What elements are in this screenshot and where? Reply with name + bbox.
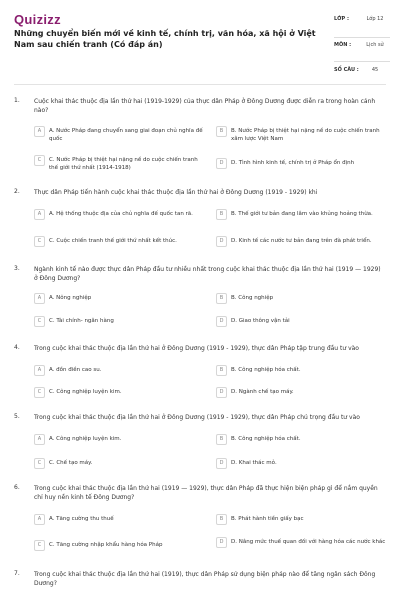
option-letter: C	[34, 458, 45, 469]
option-letter: B	[216, 514, 227, 525]
subject-label: MÔN :	[334, 42, 352, 48]
question-text: Trong cuộc khai thác thuộc địa lần thứ hai (1919), thực dân Pháp sử dụng biện pháp nào để tăng ngân sách Đông Dương?	[34, 571, 376, 587]
option-letter: D	[216, 236, 227, 247]
question-number: 2.	[14, 188, 20, 195]
option-letter: A	[34, 126, 45, 137]
option-text: A. Tăng cường thu thuế	[49, 516, 114, 522]
question-number: 3.	[14, 265, 20, 272]
count-value: 45	[371, 67, 379, 73]
option-text: A. Nông nghiệp	[49, 295, 92, 301]
option-letter: C	[34, 540, 45, 551]
header-divider	[14, 84, 386, 85]
option-letter: D	[216, 316, 227, 327]
option-text: C. Cuộc chiến tranh thế giới thứ nhất kết thúc.	[49, 238, 177, 244]
option-text: B. Công nghiệp hóa chất.	[231, 436, 301, 442]
option-letter: B	[216, 126, 227, 137]
question-number: 7.	[14, 570, 20, 577]
option-text: A. Hệ thống thuộc địa của chủ nghĩa đế quốc tan rã.	[49, 211, 193, 217]
worksheet-header	[0, 0, 400, 86]
count-label: SỐ CÂU :	[334, 67, 359, 73]
question-text: Trong cuộc khai thác thuộc địa lần thứ hai ở Đông Dương (1919 - 1929), thực dân Pháp tập trung đầu tư vào	[34, 345, 359, 352]
option-letter: B	[216, 365, 227, 376]
meta-divider	[334, 61, 390, 62]
subject-value: Lịch sử	[366, 42, 384, 48]
option-text: B. Công nghiệp hóa chất.	[231, 367, 301, 373]
option-text: A. Nước Pháp đang chuyển sang giai đoạn chủ nghĩa đế quốc	[49, 128, 203, 142]
option-text: C. Công nghiệp luyện kim.	[49, 389, 122, 395]
option-text: A. đồn điền cao su.	[49, 367, 102, 373]
option-text: A. Công nghiệp luyện kim.	[49, 436, 122, 442]
option-letter: D	[216, 158, 227, 169]
question-number: 1.	[14, 97, 20, 104]
option-letter: A	[34, 209, 45, 220]
option-text: B. Thế giới tư bản đang lâm vào khủng hoảng thừa.	[231, 211, 373, 217]
option-letter: A	[34, 514, 45, 525]
option-letter: D	[216, 458, 227, 469]
question-text: Trong cuộc khai thác thuộc địa lần thứ hai ở Đông Dương (1919 - 1929), thực dân Pháp chú trọng đầu tư vào	[34, 414, 360, 421]
option-letter: B	[216, 209, 227, 220]
option-text: D. Nâng mức thuế quan đối với hàng hóa các nước khác	[231, 539, 386, 545]
worksheet-title: Những chuyển biến mới về kinh tế, chính trị, văn hóa, xã hội ở Việt Nam sau chiến tranh (Có đáp án)	[14, 29, 316, 49]
option-text: B. Công nghiệp	[231, 295, 274, 301]
class-label: LỚP :	[334, 16, 349, 22]
option-letter: D	[216, 537, 227, 548]
option-letter: D	[216, 387, 227, 398]
option-text: B. Phát hành tiền giấy bạc	[231, 516, 304, 522]
option-letter: C	[34, 387, 45, 398]
option-letter: A	[34, 293, 45, 304]
question-number: 5.	[14, 413, 20, 420]
option-text: D. Khai thác mỏ.	[231, 460, 277, 466]
question-text: Ngành kinh tế nào được thực dân Pháp đầu tư nhiều nhất trong cuộc khai thác thuộc địa lần thứ hai (1919 — 1929) ở Đông Dương?	[34, 266, 381, 282]
question-text: Thực dân Pháp tiến hành cuộc khai thác thuộc địa lần thứ hai ở Đông Dương (1919 - 1929) khi	[34, 189, 318, 196]
option-text: C. Chế tạo máy.	[49, 460, 93, 466]
option-text: C. Tăng cường nhập khẩu hàng hóa Pháp	[49, 542, 163, 548]
question-number: 6.	[14, 484, 20, 491]
option-letter: B	[216, 434, 227, 445]
quizizz-logo: Quizizz	[14, 12, 61, 27]
option-text: C. Tài chính- ngân hàng	[49, 318, 114, 324]
option-letter: C	[34, 236, 45, 247]
option-letter: B	[216, 293, 227, 304]
option-text: D. Giao thông vận tải	[231, 318, 290, 324]
option-text: D. Tình hình kinh tế, chính trị ở Pháp ổn định	[231, 160, 355, 166]
option-letter: A	[34, 365, 45, 376]
option-letter: C	[34, 316, 45, 327]
question-text: Trong cuộc khai thác thuộc địa lần thứ hai (1919 — 1929), thực dân Pháp đã thực hiện biện pháp gì để nắm quyền chỉ huy nền kinh tế Đông Dương?	[34, 485, 378, 501]
question-text: Cuộc khai thác thuộc địa lần thứ hai (1919-1929) của thực dân Pháp ở Đông Dương được diễn ra trong hoàn cảnh nào?	[34, 98, 376, 114]
option-text: B. Nước Pháp bị thiệt hại nặng nề do cuộc chiến tranh xâm lược Việt Nam	[231, 128, 380, 142]
class-value: Lớp 12	[366, 16, 384, 22]
meta-divider	[334, 37, 390, 38]
option-text: D. Ngành chế tạo máy.	[231, 389, 294, 395]
option-letter: C	[34, 155, 45, 166]
option-text: C. Nước Pháp bị thiệt hại nặng nề do cuộc chiến tranh thế giới thứ nhất (1914-1918)	[49, 157, 198, 171]
option-text: D. Kinh tế các nước tư bản đang trên đà phát triển.	[231, 238, 372, 244]
question-number: 4.	[14, 344, 20, 351]
option-letter: A	[34, 434, 45, 445]
